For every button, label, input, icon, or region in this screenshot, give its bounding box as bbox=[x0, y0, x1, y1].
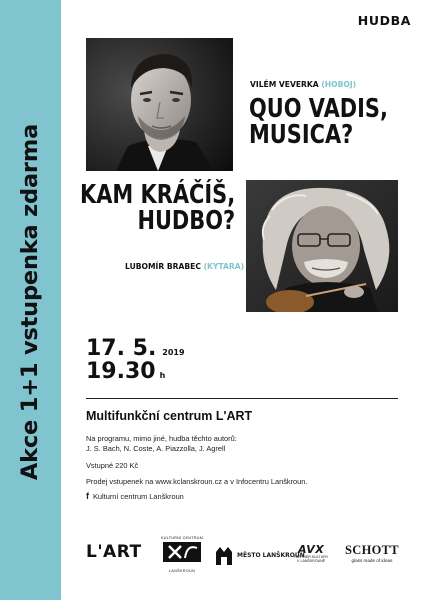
town-emblem-icon bbox=[213, 544, 235, 566]
performer-name: LUBOMÍR BRABEC bbox=[125, 262, 201, 271]
kulturni-centrum-logo bbox=[161, 536, 203, 572]
event-time-unit: h bbox=[159, 371, 166, 381]
performer-name: VILÉM VEVERKA bbox=[250, 80, 319, 89]
event-time: 19.30 bbox=[86, 359, 156, 385]
performer-instrument: (KYTARA) bbox=[203, 262, 245, 271]
kcl-mark-icon bbox=[161, 540, 203, 564]
divider bbox=[86, 398, 398, 399]
time-row bbox=[86, 360, 185, 383]
ticket-info: Prodej vstupenek na www.kclanskroun.cz a v Infocentru Lanškroun. bbox=[86, 477, 308, 486]
performer-brabec bbox=[125, 262, 244, 271]
avx-logo-sub2: V LANŠKROUNĚ bbox=[297, 558, 326, 563]
title-line: MUSICA? bbox=[249, 119, 354, 150]
side-banner-text: Akce 1+1 vstupenka zdarma bbox=[17, 123, 43, 481]
category-label: HUDBA bbox=[357, 13, 411, 28]
title-quo-vadis bbox=[249, 94, 418, 150]
kcl-logo-bottom: LANŠKROUN bbox=[168, 569, 196, 573]
performer-veverka bbox=[250, 80, 356, 89]
mesto-lanskroun-logo bbox=[213, 544, 305, 566]
facebook-label: Kulturní centrum Lanškroun bbox=[93, 492, 184, 501]
kcl-logo-top: KULTURNÍ CENTRUM bbox=[161, 536, 203, 540]
title-line: KAM KRÁČÍŠ, bbox=[79, 180, 235, 210]
guitarist-portrait-photo bbox=[246, 180, 398, 312]
performer-photo-brabec bbox=[246, 180, 398, 312]
facebook-link[interactable] bbox=[86, 492, 184, 501]
event-date: 17. 5. bbox=[86, 336, 157, 361]
performer-instrument: (HOBOJ) bbox=[321, 80, 357, 89]
schott-logo bbox=[345, 543, 399, 563]
event-datetime bbox=[86, 337, 185, 383]
event-year: 2019 bbox=[162, 348, 185, 357]
title-kam-kracis bbox=[46, 180, 235, 236]
mesto-logo-text: MĚSTO LANŠKROUN bbox=[237, 551, 305, 559]
avx-logo bbox=[294, 543, 328, 564]
admission-price: Vstupné 220 Kč bbox=[86, 461, 139, 470]
program-intro: Na programu, mimo jiné, hudba těchto autorů: bbox=[86, 434, 237, 443]
facebook-icon: f bbox=[86, 491, 89, 501]
venue-name: Multifunkční centrum L'ART bbox=[86, 409, 253, 423]
performer-photo-veverka bbox=[86, 38, 233, 171]
man-portrait-photo bbox=[86, 38, 233, 171]
avx-logo-word: AVX bbox=[298, 543, 325, 556]
title-line: QUO VADIS, bbox=[249, 94, 388, 124]
avx-logo-sub1: PARTNER KULTURY bbox=[294, 555, 329, 559]
schott-logo-word: SCHOTT bbox=[345, 543, 399, 557]
composers-list: J. S. Bach, N. Coste, A. Piazzolla, J. Agrell bbox=[86, 444, 226, 453]
title-line: HUDBO? bbox=[137, 205, 235, 236]
lart-logo: L'ART bbox=[86, 542, 142, 562]
schott-logo-tagline: glass made of ideas bbox=[351, 558, 393, 563]
date-row bbox=[86, 337, 185, 360]
